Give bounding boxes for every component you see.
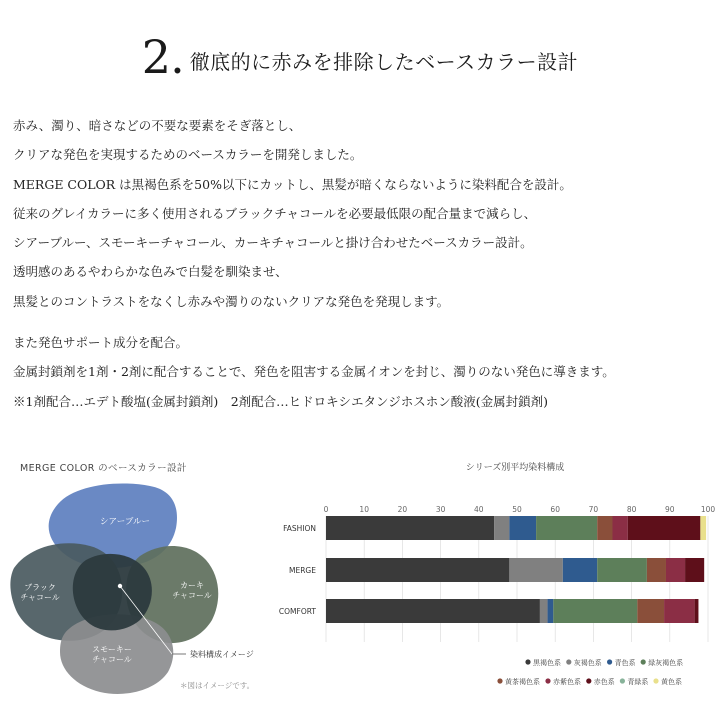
legend-swatch (641, 659, 646, 664)
bar-segment (695, 599, 699, 623)
x-tick-label: 40 (474, 505, 484, 514)
diagram-note: ＊図はイメージです。 (180, 681, 255, 690)
x-tick-label: 70 (588, 505, 599, 514)
bar-segment (700, 516, 706, 540)
section-number: 2. (141, 30, 184, 84)
legend-label: 赤色系 (593, 678, 615, 686)
x-tick-label: 60 (550, 505, 560, 514)
x-tick-label: 100 (700, 505, 716, 514)
bar-segment (637, 599, 664, 623)
khaki-charcoal-label-1: カーキ (180, 581, 204, 590)
smoky-charcoal-label-2: チャコール (92, 655, 132, 664)
legend-label: 青緑系 (627, 678, 649, 686)
paragraph-line: シアーブルー、スモーキーチャコール、カーキチャコールと掛け合わせたベースカラー設計。 (13, 235, 533, 251)
bar-segment (628, 516, 701, 540)
bar-segment (597, 558, 647, 582)
smoky-charcoal-label-1: スモーキー (92, 645, 132, 654)
x-tick-label: 50 (512, 505, 522, 514)
bar-segment (540, 599, 548, 623)
paragraph-line: ※1剤配合…エデト酸塩(金属封鎖剤) 2剤配合…ヒドロキシエタンジホスホン酸液(金属封鎖剤) (13, 393, 548, 409)
bar-segment (326, 516, 494, 540)
legend-swatch (497, 678, 502, 683)
khaki-charcoal-label-2: チャコール (172, 591, 212, 600)
legend-swatch (653, 678, 658, 683)
bar-segment (536, 516, 597, 540)
legend-swatch (525, 659, 530, 664)
legend-label: 灰褐色系 (573, 659, 602, 667)
legend-swatch (566, 659, 571, 664)
x-tick-label: 0 (323, 505, 329, 514)
legend-swatch (586, 678, 591, 683)
legend-label: 黄色系 (661, 678, 682, 686)
bar-segment (647, 558, 666, 582)
paragraph-line: 透明感のあるやわらかな色みで白髪を馴染ませ、 (13, 264, 288, 280)
legend-swatch (620, 678, 625, 683)
paragraph-line: 黒髪とのコントラストをなくし赤みや濁りのないクリアな発色を発現します。 (13, 293, 450, 309)
category-label: COMFORT (278, 607, 316, 616)
bar-segment (613, 516, 628, 540)
x-tick-label: 30 (435, 505, 446, 514)
bar-segment (553, 599, 637, 623)
legend-label: 赤紫色系 (553, 678, 581, 686)
x-tick-label: 10 (359, 505, 369, 514)
black-charcoal-label-2: チャコール (20, 593, 60, 602)
description-paragraph (13, 111, 713, 316)
bar-segment (494, 516, 509, 540)
bar-segment (563, 558, 597, 582)
support-paragraph (13, 328, 713, 416)
legend-label: 黄茶褐色系 (505, 678, 540, 686)
legend-swatch (545, 678, 550, 683)
section-title: 徹底的に赤みを排除したベースカラー設計 (189, 50, 579, 74)
bar-segment (326, 558, 509, 582)
bar-segment (509, 558, 562, 582)
chart-title: シリーズ別平均染料構成 (465, 463, 565, 473)
category-label: MERGE (289, 566, 316, 575)
legend-label: 緑灰褐色系 (648, 659, 684, 667)
bar-segment (326, 599, 540, 623)
paragraph-line: また発色サポート成分を配合。 (13, 335, 189, 350)
bar-segment (666, 558, 685, 582)
callout-label: 染料構成イメージ (190, 650, 254, 659)
paragraph-line: 赤み、濁り、暗さなどの不要な要素をそぎ落とし、 (13, 118, 302, 133)
x-tick-label: 20 (397, 505, 408, 514)
legend-label: 黒褐色系 (533, 659, 561, 667)
paragraph-line: クリアな発色を実現するためのベースカラーを開発しました。 (13, 147, 363, 163)
category-label: FASHION (283, 524, 316, 533)
paragraph-line: 金属封鎖剤を1剤・2剤に配合することで、発色を阻害する金属イオンを封じ、濁りのない発色に導きます。 (13, 364, 615, 380)
bar-segment (597, 516, 612, 540)
dye-composition-chart (250, 498, 720, 720)
black-charcoal-label-1: ブラック (24, 583, 56, 592)
bar-segment (664, 599, 695, 623)
x-tick-label: 90 (665, 505, 675, 514)
bar-segment (685, 558, 704, 582)
x-tick-label: 80 (626, 505, 637, 514)
diagram-title: MERGE COLOR のベースカラー設計 (20, 463, 187, 474)
center-overlap-blob (73, 554, 152, 631)
base-color-diagram (0, 476, 290, 720)
legend-swatch (607, 659, 612, 664)
paragraph-line: 従来のグレイカラーに多く使用されるブラックチャコールを必要最低限の配合量まで減らし、 (13, 205, 537, 221)
paragraph-line: MERGE COLOR は黒褐色系を50%以下にカットし、黒髪が暗くならないように染料配合を設計。 (13, 176, 572, 192)
bar-segment (509, 516, 536, 540)
sheer-blue-label: シアーブルー (100, 517, 150, 527)
bar-segment (548, 599, 554, 623)
legend-label: 青色系 (614, 659, 636, 667)
section-heading (0, 30, 720, 84)
